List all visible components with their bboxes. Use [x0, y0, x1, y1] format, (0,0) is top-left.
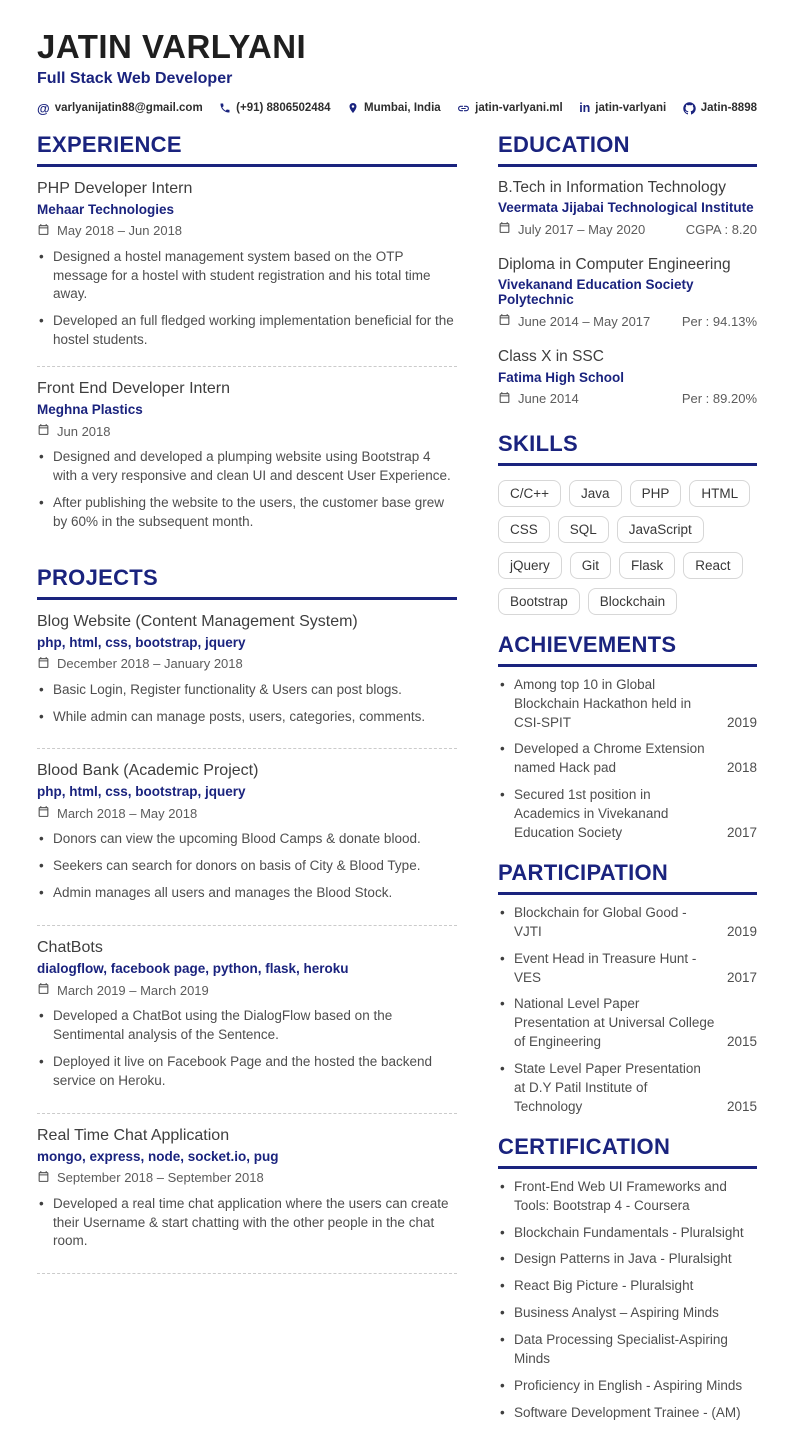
projects-heading: PROJECTS [37, 565, 457, 600]
project-bullet: • While admin can manage posts, users, categories, comments. [37, 708, 457, 727]
experience-bullet: • Developed an full fledged working implementation beneficial for the hostel students. [37, 312, 457, 350]
certification-item: • Proficiency in English - Aspiring Minds [498, 1377, 757, 1396]
project-bullet: • Developed a ChatBot using the DialogFlow based on the Sentimental analysis of the Sentence. [37, 1007, 457, 1045]
certification-item: • Data Processing Specialist-Aspiring Minds [498, 1331, 757, 1369]
project-date-row [37, 1170, 457, 1186]
calendar-icon [37, 423, 50, 439]
email-icon: @ [37, 100, 50, 116]
achievements-heading: ACHIEVEMENTS [498, 632, 757, 667]
project-bullet: • Basic Login, Register functionality & Users can post blogs. [37, 681, 457, 700]
achievements-section [498, 632, 757, 843]
contact-phone[interactable] [219, 102, 330, 114]
experience-item [37, 167, 457, 367]
contact-phone-text: (+91) 8806502484 [236, 102, 331, 115]
experience-list [37, 167, 457, 548]
skill-pill: Bootstrap [498, 588, 580, 615]
participation-year: 2015 [726, 1098, 757, 1114]
skills-section [498, 431, 757, 615]
project-stack: php, html, css, bootstrap, jquery [37, 784, 246, 800]
education-score: Per : 94.13% [681, 313, 757, 329]
skills-list [498, 480, 757, 615]
contact-email[interactable] [37, 101, 203, 116]
participation-item [498, 995, 757, 1052]
project-bullet: • Developed a real time chat application where the users can create their Username & start chatting with the other people in the chat room. [37, 1195, 457, 1252]
project-date: March 2018 – May 2018 [57, 805, 198, 821]
education-school: Veermata Jijabai Technological Institute [498, 200, 754, 216]
projects-list [37, 600, 457, 1275]
header [37, 30, 757, 116]
participation-item [498, 1060, 757, 1117]
achievement-year: 2019 [726, 714, 757, 730]
person-name: JATIN VARLYANI [37, 28, 307, 65]
project-bullets [37, 1195, 457, 1252]
certification-item: • Design Patterns in Java - Pluralsight [498, 1250, 757, 1269]
education-score: CGPA : 8.20 [685, 221, 757, 237]
contact-location-text: Mumbai, India [363, 102, 441, 115]
project-stack: dialogflow, facebook page, python, flask, heroku [37, 961, 349, 977]
achievements-list [498, 676, 757, 843]
experience-date: May 2018 – Jun 2018 [57, 223, 183, 239]
contact-website-text: jatin-varlyani.ml [475, 102, 563, 115]
experience-bullets [37, 248, 457, 350]
project-bullets [37, 830, 457, 903]
calendar-icon [498, 221, 511, 237]
skill-pill: JavaScript [617, 516, 704, 543]
education-date-row [498, 391, 757, 407]
education-date: June 2014 – May 2017 [518, 313, 651, 329]
skill-pill: CSS [498, 516, 550, 543]
participation-heading: PARTICIPATION [498, 860, 757, 895]
skill-pill: Git [570, 552, 611, 579]
education-item [498, 244, 757, 336]
project-bullets [37, 1007, 457, 1091]
certification-item: • Business Analyst – Aspiring Minds [498, 1304, 757, 1323]
skill-pill: SQL [558, 516, 609, 543]
experience-company: Meghna Plastics [37, 402, 143, 418]
calendar-icon [498, 313, 511, 329]
participation-item [498, 950, 757, 988]
experience-item [37, 367, 457, 548]
calendar-icon [37, 982, 50, 998]
education-degree: B.Tech in Information Technology [498, 178, 727, 196]
achievement-text: Developed a Chrome Extension named Hack pad [514, 741, 705, 776]
calendar-icon [498, 391, 511, 407]
participation-year: 2017 [726, 969, 757, 985]
participation-text: National Level Paper Presentation at Universal College of Engineering [514, 996, 715, 1050]
education-date-row [498, 313, 757, 329]
skill-pill: HTML [689, 480, 750, 507]
linkedin-icon: in [579, 101, 591, 116]
project-date-row [37, 805, 457, 821]
project-title: Blog Website (Content Management System) [37, 612, 358, 630]
project-title: ChatBots [37, 939, 103, 957]
experience-title: Front End Developer Intern [37, 380, 230, 398]
participation-list [498, 904, 757, 1117]
education-heading: EDUCATION [498, 132, 757, 167]
experience-bullet: • Designed a hostel management system based on the OTP message for a hostel with student registration and his total time away. [37, 248, 457, 305]
calendar-icon [37, 656, 50, 672]
certification-item: • Software Development Trainee - (AM) [498, 1404, 757, 1423]
achievement-year: 2017 [726, 825, 757, 840]
education-degree: Diploma in Computer Engineering [498, 256, 731, 274]
achievement-text: Secured 1st position in Academics in Vivekanand Education Society [514, 787, 669, 840]
education-date: June 2014 [518, 391, 579, 407]
contact-github-text: Jatin-8898 [700, 102, 757, 115]
achievement-year: 2018 [726, 760, 757, 776]
contact-email-text: varlyanijatin88@gmail.com [54, 102, 203, 115]
project-stack: mongo, express, node, socket.io, pug [37, 1148, 279, 1164]
contact-linkedin[interactable] [579, 101, 666, 115]
skill-pill: Flask [619, 552, 675, 579]
participation-year: 2019 [726, 923, 757, 939]
project-date: December 2018 – January 2018 [57, 656, 243, 672]
education-degree: Class X in SSC [498, 348, 604, 366]
experience-date: Jun 2018 [57, 423, 111, 439]
experience-date-row [37, 423, 457, 439]
project-bullets [37, 681, 457, 727]
project-date: March 2019 – March 2019 [57, 982, 209, 998]
achievement-text: Among top 10 in Global Blockchain Hackathon held in CSI-SPIT [514, 676, 692, 730]
education-list [498, 167, 757, 414]
experience-bullet: • Designed and developed a plumping website using Bootstrap 4 with a very responsive and clean UI and descent User Experience. [37, 448, 457, 486]
project-bullet: • Deployed it live on Facebook Page and the hosted the backend service on Heroku. [37, 1053, 457, 1091]
experience-bullet: • After publishing the website to the users, the customer base grew by 60% in the subsequent month. [37, 494, 457, 532]
skill-pill: C/C++ [498, 480, 561, 507]
achievement-item [498, 740, 757, 778]
left-column [37, 132, 457, 1440]
achievement-item [498, 786, 757, 843]
education-school: Vivekanand Education Society Polytechnic [498, 277, 694, 308]
certification-list [498, 1178, 757, 1423]
project-bullet: • Seekers can search for donors on basis of City & Blood Type. [37, 857, 457, 876]
skill-pill: Java [569, 480, 622, 507]
location-pin-icon [347, 102, 359, 114]
participation-year: 2015 [726, 1034, 757, 1050]
github-icon [683, 102, 696, 115]
participation-text: Event Head in Treasure Hunt - VES [514, 950, 697, 985]
project-title: Blood Bank (Academic Project) [37, 762, 259, 780]
project-date: September 2018 – September 2018 [57, 1170, 264, 1186]
participation-section [498, 860, 757, 1117]
skill-pill: React [683, 552, 742, 579]
projects-section [37, 565, 457, 1275]
job-title: Full Stack Web Developer [37, 69, 233, 87]
skill-pill: jQuery [498, 552, 562, 579]
skill-pill: PHP [630, 480, 682, 507]
project-title: Real Time Chat Application [37, 1126, 230, 1144]
contact-website[interactable] [457, 102, 563, 115]
experience-section [37, 132, 457, 548]
certification-section [498, 1134, 757, 1423]
certification-heading: CERTIFICATION [498, 1134, 757, 1169]
project-item [37, 1114, 457, 1275]
participation-text: Blockchain for Global Good - VJTI [514, 904, 687, 939]
project-stack: php, html, css, bootstrap, jquery [37, 634, 246, 650]
right-column [498, 132, 757, 1440]
certification-item: • React Big Picture - Pluralsight [498, 1277, 757, 1296]
experience-heading: EXPERIENCE [37, 132, 457, 167]
project-item [37, 600, 457, 750]
certification-item: • Front-End Web UI Frameworks and Tools: Bootstrap 4 - Coursera [498, 1178, 757, 1216]
phone-icon [219, 102, 231, 114]
education-date: July 2017 – May 2020 [518, 221, 646, 237]
project-bullet: • Admin manages all users and manages the Blood Stock. [37, 884, 457, 903]
education-item [498, 167, 757, 244]
experience-company: Mehaar Technologies [37, 201, 175, 217]
contact-location [347, 102, 441, 114]
participation-item [498, 904, 757, 942]
project-item [37, 749, 457, 926]
skills-heading: SKILLS [498, 431, 757, 466]
experience-date-row [37, 223, 457, 239]
education-item [498, 336, 757, 413]
experience-title: PHP Developer Intern [37, 179, 193, 197]
project-bullet: • Donors can view the upcoming Blood Camps & donate blood. [37, 830, 457, 849]
project-date-row [37, 656, 457, 672]
calendar-icon [37, 1170, 50, 1186]
education-school: Fatima High School [498, 369, 625, 385]
contact-github[interactable] [683, 102, 757, 115]
participation-text: State Level Paper Presentation at D.Y Patil Institute of Technology [514, 1061, 701, 1114]
certification-item: • Blockchain Fundamentals - Pluralsight [498, 1224, 757, 1243]
experience-bullets [37, 448, 457, 532]
link-icon [457, 102, 470, 115]
education-section [498, 132, 757, 414]
contact-row [37, 101, 757, 116]
education-date-row [498, 221, 757, 237]
calendar-icon [37, 805, 50, 821]
project-item [37, 926, 457, 1114]
skill-pill: Blockchain [588, 588, 677, 615]
calendar-icon [37, 223, 50, 239]
project-date-row [37, 982, 457, 998]
contact-linkedin-text: jatin-varlyani [595, 102, 667, 115]
education-score: Per : 89.20% [681, 391, 757, 407]
achievement-item [498, 676, 757, 733]
